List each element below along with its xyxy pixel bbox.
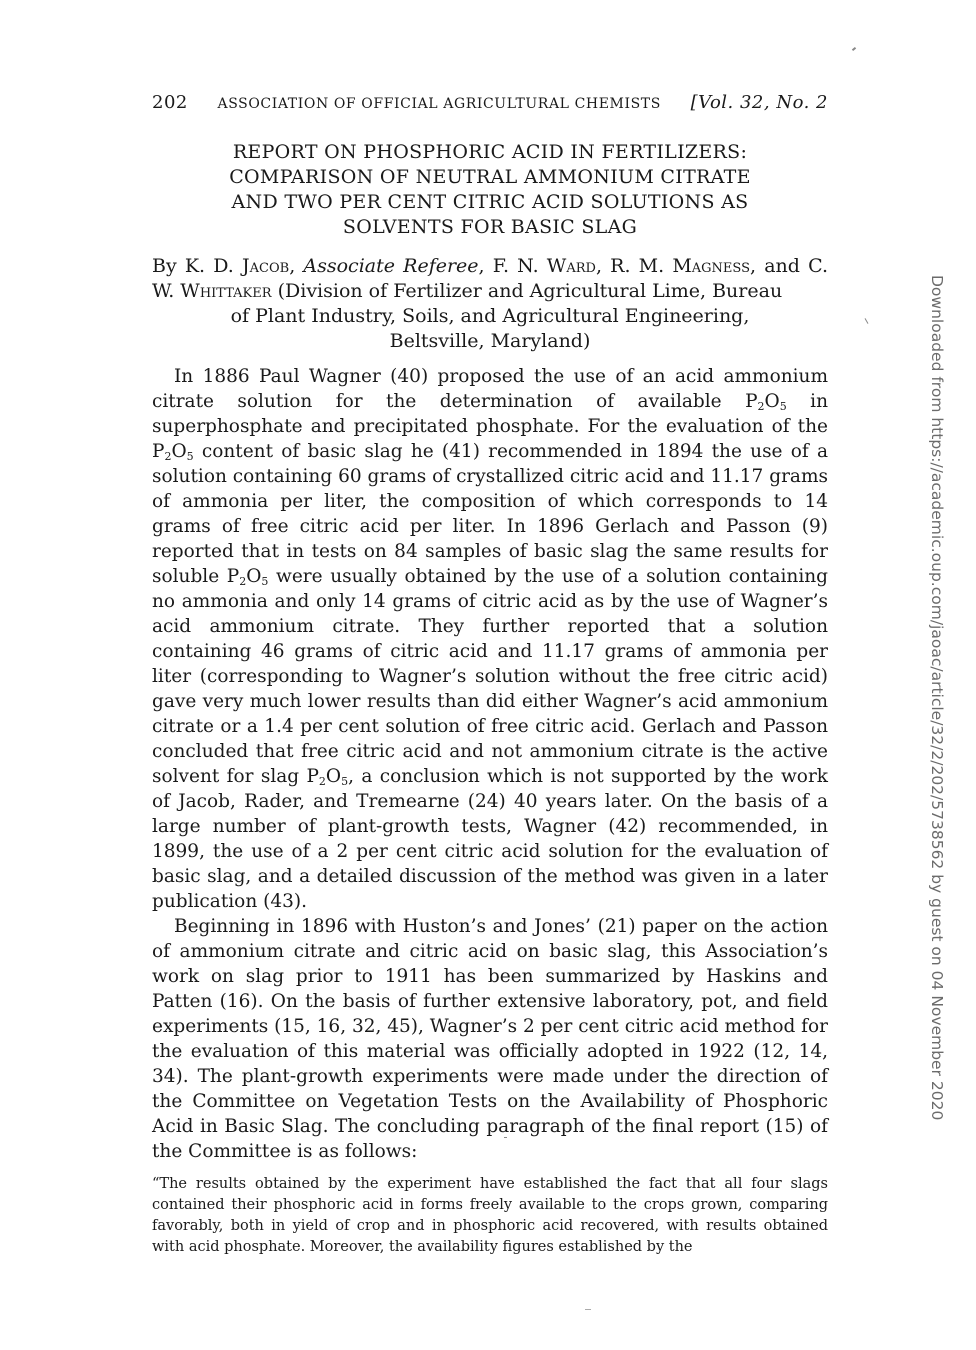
byline-sep: , R. M. (595, 255, 673, 277)
volume-issue: [Vol. 32, No. 2 (690, 92, 828, 113)
article-body (152, 364, 828, 1164)
text-run: In 1886 Paul Wagner (40) proposed the use of an acid ammonium citrate solution for the determination of available P (152, 366, 828, 412)
title-line: AND TWO PER CENT CITRIC ACID SOLUTIONS AS (231, 191, 749, 213)
paragraph: Beginning in 1896 with Huston’s and Jones’ (21) paper on the action of ammonium citrate and citric acid on basic slag, this Association’s work on slag prior to 1911 has been summarized by Haskins and Patten (16). On the basis of further extensive laboratory, pot, and field experiments (15, 16, 32, 45), Wagner’s 2 per cent citric acid method for the evaluation of this material was officially adopted in 1922 (12, 14, 34). The plant-growth experiments were made under the direction of the Committee on Vegetation Tests on the Availability of Phosphoric Acid in Basic Slag. The concluding paragraph of the final report (15) of the Committee is as follows: (152, 916, 829, 1162)
scan-speck (585, 1309, 591, 1310)
text-run: O (246, 566, 262, 587)
journal-name: ASSOCIATION OF OFFICIAL AGRICULTURAL CHEMISTS (217, 96, 661, 112)
block-quote: “The results obtained by the experiment have established the fact that all four slags contained their phosphoric acid in forms freely available to the crops grown, comparing favorably, both in yield of crop and in phosphoric acid recovered, with results obtained with acid phosphate. Moreover, the availability figures established by the (152, 1176, 828, 1255)
text-run: in superphosphate and precipitated phosphate. For the evaluation of the P (152, 391, 828, 462)
scan-speck (852, 47, 856, 51)
byline-sep: , and C. W. (152, 255, 828, 302)
title-line: COMPARISON OF NEUTRAL AMMONIUM CITRATE (229, 166, 751, 188)
byline-prefix: By K. D. (152, 255, 243, 277)
subscript: 5 (341, 775, 349, 788)
text-run: O (764, 391, 780, 412)
download-notice: Downloaded from https://academic.oup.com/jaoac/article/32/2/202/5738562 by guest on 04 November 2020 (928, 275, 946, 1121)
byline-sep: , F. N. (478, 255, 547, 277)
article-title (152, 140, 828, 240)
subscript: 2 (757, 400, 765, 413)
page-number: 202 (152, 92, 188, 113)
text-run: were usually obtained by the use of a solution containing no ammonia and only 14 grams of citric acid as by the use of Wagner’s acid ammonium citrate. They further reported that a solution containing 46 grams of citric acid and 11.17 grams of ammonia per liter (corresponding to Wagner’s solution without the free citric acid) gave very much lower results than did either Wagner’s acid ammonium citrate or a 1.4 per cent solution of free citric acid. Gerlach and Passon concluded that free citric acid and not ammonium citrate is the active solvent for slag P (152, 566, 828, 787)
running-head (152, 92, 828, 120)
title-line: SOLVENTS FOR BASIC SLAG (342, 216, 638, 238)
author-name: Jacob (242, 255, 290, 277)
byline: By K. D. Jacob, Associate Referee, F. N. Ward, R. M. Magness, and C. W. Whittaker (Division of Fertilizer and Agricultural Lime, Bureau of Plant Industry, Soils, and Agricultural Engineering, Beltsville, Maryland) (152, 255, 828, 352)
text-run: O (171, 441, 187, 462)
author-name: Whittaker (180, 280, 272, 302)
title-line: REPORT ON PHOSPHORIC ACID IN FERTILIZERS: (232, 141, 748, 163)
scan-speck (865, 318, 869, 324)
text-run: O (325, 766, 342, 787)
download-banner (926, 275, 946, 1121)
author-role: Associate Referee (303, 255, 479, 277)
paragraph (152, 364, 828, 914)
subscript: 2 (164, 450, 172, 463)
subscript: 2 (239, 575, 247, 588)
author-name: Magness (672, 255, 750, 277)
text-run: , a conclusion which is not supported by the work of Jacob, Rader, and Tremearne (24) 40 years later. On the basis of a large number of plant-growth tests, Wagner (42) recommended, in 1899, the use of a 2 per cent citric acid solution for the evaluation of basic slag, and a detailed discussion of the method was given in a later publication (43). (152, 766, 829, 912)
affiliation: of Plant Industry, Soils, and Agricultural Engineering, (230, 305, 750, 327)
affiliation: Beltsville, Maryland) (389, 330, 591, 352)
author-name: Ward (546, 255, 596, 277)
affiliation: (Division of Fertilizer and Agricultural Lime, Bureau (271, 280, 783, 302)
subscript: 5 (186, 450, 194, 463)
text-run: content of basic slag he (41) recommended in 1894 the use of a solution containing 60 grams of crystallized citric acid and 11.17 grams of ammonia per liter, the composition of which corresponds to 14 grams of free citric acid per liter. In 1896 Gerlach and Passon (9) reported that in tests on 84 samples of basic slag the same results for soluble P (152, 441, 828, 587)
scan-speck (504, 1137, 507, 1138)
page-content (152, 92, 828, 1258)
subscript: 2 (318, 775, 326, 788)
subscript: 5 (779, 400, 787, 413)
subscript: 5 (261, 575, 269, 588)
